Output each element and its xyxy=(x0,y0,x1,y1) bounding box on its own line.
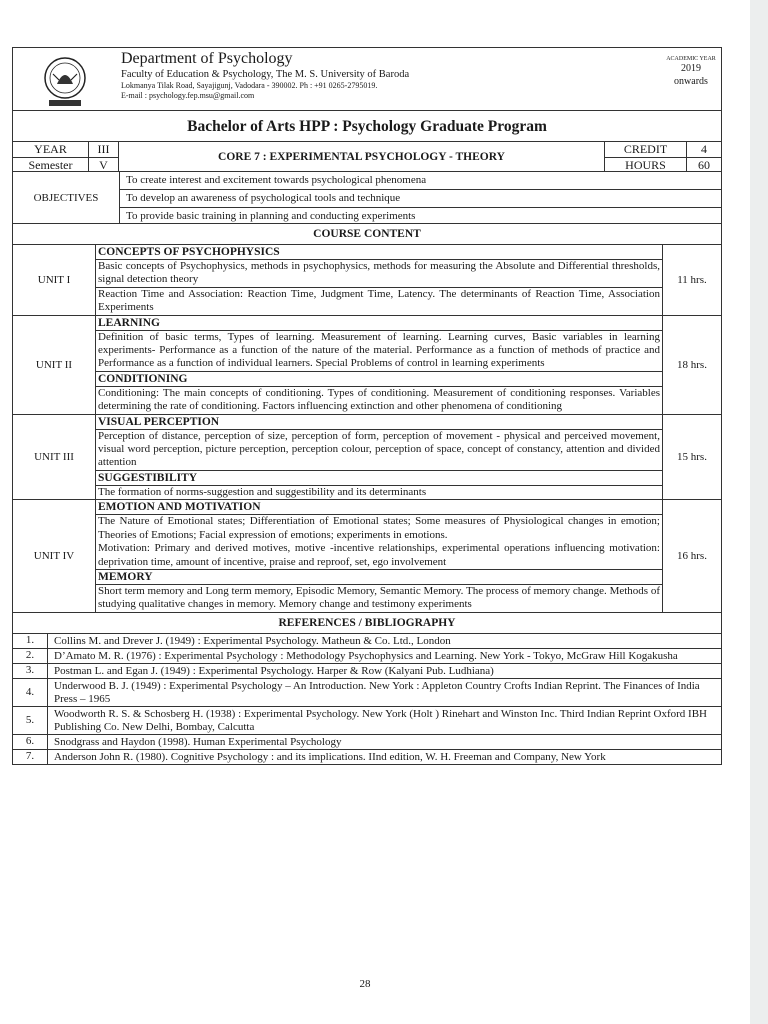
reference-text: Anderson John R. (1980). Cognitive Psychology : and its implications. IInd edition, W. H. Freeman and Company, New York xyxy=(54,750,606,763)
page-number: 28 xyxy=(359,978,371,990)
reference-number: 1. xyxy=(13,634,48,648)
department-info xyxy=(121,48,661,110)
unit-topic-text: Short term memory and Long term memory, Episodic Memory, Semantic Memory. The process of memory change. Methods of studying qualitative changes in memory. Memory change and testimony experiments xyxy=(98,584,660,611)
department-email: E-mail : psychology.fep.msu@gmail.com xyxy=(121,91,255,100)
year-value: III xyxy=(89,142,118,158)
unit-topic-heading: SUGGESTIBILITY xyxy=(96,471,662,486)
unit-topic-heading: EMOTION AND MOTIVATION xyxy=(96,500,662,515)
unit-row xyxy=(13,316,721,415)
unit-label: UNIT I xyxy=(13,245,96,315)
unit-content xyxy=(96,500,663,611)
unit-label: UNIT II xyxy=(13,316,96,414)
unit-topic-heading: CONCEPTS OF PSYCHOPHYSICS xyxy=(96,245,662,260)
year-semester-values xyxy=(89,142,119,171)
unit-content xyxy=(96,415,663,500)
course-title: CORE 7 : EXPERIMENTAL PSYCHOLOGY - THEORY xyxy=(119,142,605,171)
unit-hours: 15 hrs. xyxy=(677,450,707,463)
university-seal-icon xyxy=(29,54,101,110)
unit-topic-text: Perception of distance, perception of size, perception of form, perception of movement - physical and perceived movement, visual word perception, picture perception, perception colour, perception of space, concept of constancy, attention and divided attention xyxy=(96,430,662,471)
objective-item: To develop an awareness of psychological tools and technique xyxy=(120,190,721,208)
reference-number: 7. xyxy=(13,750,48,764)
unit-hours: 16 hrs. xyxy=(677,550,707,562)
faculty-name: Faculty of Education & Psychology, The M. S. University of Baroda xyxy=(121,69,410,80)
unit-topic-heading: MEMORY xyxy=(96,570,662,585)
reference-number: 2. xyxy=(13,649,48,663)
objective-item: To create interest and excitement towards psychological phenomena xyxy=(120,172,721,190)
reference-row xyxy=(13,750,721,764)
course-info-row xyxy=(13,142,721,172)
academic-year-value: 2019 xyxy=(681,63,701,74)
unit-topic-text: Conditioning: The main concepts of conditioning. Types of conditioning. Measurement of conditioning responses. Variables determining the rate of conditioning. Factors influencing extinction and other phenomena of conditioning xyxy=(98,386,660,413)
reference-row xyxy=(13,707,721,735)
unit-topic-text: The Nature of Emotional states; Differentiation of Emotional states; Some measures of Physiological changes in emotion; Theories of Emotions; Facial expression of emotions; experiments in emotions. xyxy=(98,515,660,541)
reference-text: Collins M. and Drever J. (1949) : Experimental Psychology. Matheun & Co. Ltd., London xyxy=(54,634,451,647)
reference-text: Underwood B. J. (1949) : Experimental Psychology – An Introduction. New York : Appleton Country Crofts Indian Reprint. The Finances of India Press – 1965 xyxy=(54,679,700,705)
objectives-row xyxy=(13,172,721,224)
unit-topic-heading: LEARNING xyxy=(96,316,662,331)
unit-topic-text: Definition of basic terms, Types of learning. Measurement of learning. Learning curves, Basic variables in learning experiments- Performance as a function of the nature of the material. Performance as a function of methods of practice and Performance as a function of individual learners. Special Problems of control in learning experiments xyxy=(96,331,662,372)
reference-row xyxy=(13,664,721,679)
unit-topic-text: The formation of norms-suggestion and suggestibility and its determinants xyxy=(98,485,427,498)
reference-text: Woodworth R. S. & Schosberg H. (1938) : Experimental Psychology. New York (Holt ) Rinehart and Winston Inc. Third Indian Reprint Oxford IBH Publishing Co. New Delhi, Bombay, Calcutta xyxy=(54,707,707,733)
unit-content xyxy=(96,316,663,414)
credit-hours-values xyxy=(687,142,721,171)
unit-row xyxy=(13,415,721,501)
hours-label: HOURS xyxy=(625,158,666,172)
reference-number: 4. xyxy=(13,679,48,706)
unit-label: UNIT IV xyxy=(13,500,96,611)
program-title: Bachelor of Arts HPP : Psychology Graduate Program xyxy=(13,111,721,142)
credit-hours-labels xyxy=(605,142,687,171)
unit-row xyxy=(13,500,721,612)
reference-number: 3. xyxy=(13,664,48,678)
academic-year-box xyxy=(661,48,721,110)
page-margin-band xyxy=(750,0,768,1024)
reference-text: Postman L. and Egan J. (1949) : Experimental Psychology. Harper & Row (Kalyani Pub. Ludhiana) xyxy=(54,664,494,677)
objectives-list xyxy=(120,172,721,223)
university-logo xyxy=(13,48,121,110)
reference-text: Snodgrass and Haydon (1998). Human Experimental Psychology xyxy=(54,735,342,748)
hours-value: 60 xyxy=(698,158,710,172)
reference-row xyxy=(13,649,721,664)
reference-row xyxy=(13,735,721,750)
academic-year-suffix: onwards xyxy=(674,76,708,87)
reference-number: 5. xyxy=(13,707,48,734)
year-label: YEAR xyxy=(13,142,88,158)
unit-topic-text: Basic concepts of Psychophysics, methods in psychophysics, methods for measuring the Absolute and Differential thresholds, signal detection theory xyxy=(96,260,662,288)
objectives-label: OBJECTIVES xyxy=(13,172,120,223)
objective-item: To provide basic training in planning and conducting experiments xyxy=(126,210,416,222)
department-address: Lokmanya Tilak Road, Sayajigunj, Vadodara - 390002. Ph : +91 0265-2795019. xyxy=(121,81,378,90)
references-heading: REFERENCES / BIBLIOGRAPHY xyxy=(13,613,721,634)
reference-row xyxy=(13,634,721,649)
document-header xyxy=(13,48,721,111)
reference-row xyxy=(13,679,721,707)
unit-label: UNIT III xyxy=(13,415,96,500)
academic-year-label: ACADEMIC YEAR xyxy=(666,56,716,62)
unit-topic-text: Reaction Time and Association: Reaction Time, Judgment Time, Latency. The determinants of Reaction Time, Association Experiments xyxy=(98,287,660,314)
unit-hours: 18 hrs. xyxy=(677,358,707,371)
year-semester-labels xyxy=(13,142,89,171)
unit-hours: 11 hrs. xyxy=(677,273,707,286)
unit-topic-text: Motivation: Primary and derived motives, motive -incentive relationships, experimental operations influencing motivation: deprivation time, amount of incentive, praise and reproof, set, ego involvement xyxy=(96,542,662,570)
credit-value: 4 xyxy=(687,142,721,158)
reference-number: 6. xyxy=(13,735,48,749)
unit-topic-heading: VISUAL PERCEPTION xyxy=(96,415,662,430)
syllabus-document xyxy=(12,47,722,765)
unit-content xyxy=(96,245,663,315)
unit-row xyxy=(13,245,721,316)
unit-topic-heading: CONDITIONING xyxy=(96,372,662,387)
reference-text: D’Amato M. R. (1976) : Experimental Psychology : Methodology Psychophysics and Learning. New York - Tokyo, McGraw Hill Kogakusha xyxy=(54,649,678,662)
credit-label: CREDIT xyxy=(605,142,686,158)
semester-value: V xyxy=(99,158,108,172)
course-content-heading: COURSE CONTENT xyxy=(13,224,721,245)
department-name: Department of Psychology xyxy=(121,50,293,67)
semester-label: Semester xyxy=(28,158,73,172)
